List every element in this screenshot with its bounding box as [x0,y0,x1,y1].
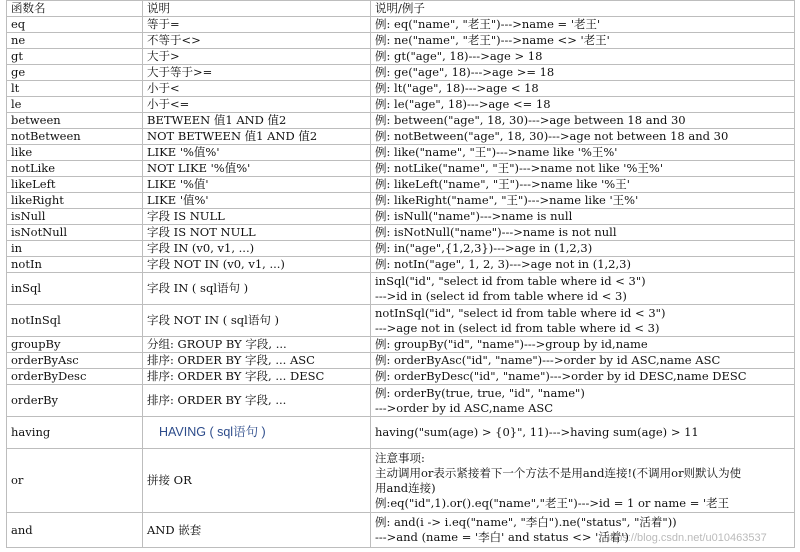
example-cell [371,145,795,161]
function-name-cell: notIn [7,257,143,273]
function-name-cell: groupBy [7,337,143,353]
example-line: 例: eq("name", "老王")--->name = '老王' [375,17,601,31]
having-description: HAVING ( sql语句 ) [159,425,266,439]
function-name-cell: isNotNull [7,225,143,241]
example-line: 例: ge("age", 18)--->age >= 18 [375,65,555,79]
table-row [7,177,795,193]
description-cell: 字段 NOT IN (v0, v1, ...) [143,257,371,273]
function-name-cell: le [7,97,143,113]
table-row [7,97,795,113]
description-cell: 小于< [143,81,371,97]
table-row [7,225,795,241]
example-line: 例: ne("name", "老王")--->name <> '老王' [375,33,610,47]
table-row [7,273,795,305]
example-line: 例: groupBy("id", "name")--->group by id,name [375,337,648,351]
example-cell [371,177,795,193]
example-line: --->order by id ASC,name ASC [375,400,554,415]
example-line: 例: between("age", 18, 30)--->age between 18 and 30 [375,113,686,127]
function-name-cell: likeRight [7,193,143,209]
example-line: 例: isNull("name")--->name is null [375,209,573,223]
description-cell: 字段 IN (v0, v1, ...) [143,241,371,257]
table-row [7,353,795,369]
function-name-cell: like [7,145,143,161]
example-line: 用and连接) [375,480,436,495]
description-cell: LIKE '%值%' [143,145,371,161]
table-row [7,193,795,209]
function-name-cell: notLike [7,161,143,177]
function-name-cell: orderByAsc [7,353,143,369]
example-cell [371,129,795,145]
description-cell [143,417,371,449]
table-row [7,49,795,65]
example-line: 例: notLike("name", "王")--->name not like '%王%' [375,161,663,175]
example-line: 例: likeLeft("name", "王")--->name like '%王' [375,177,630,191]
table-row [7,241,795,257]
example-line: --->and (name = '李白' and status <> '活着') [375,530,629,544]
example-line: 例: like("name", "王")--->name like '%王%' [375,145,618,159]
header-function-name: 函数名 [7,1,143,17]
example-cell [371,49,795,65]
function-name-cell: eq [7,17,143,33]
description-cell: LIKE '%值' [143,177,371,193]
example-line: 例: lt("age", 18)--->age < 18 [375,81,539,95]
table-row [7,17,795,33]
example-line: 例: in("age",{1,2,3})--->age in (1,2,3) [375,241,593,255]
example-line: notInSql("id", "select id from table where id < 3") [375,305,666,320]
description-cell: NOT BETWEEN 值1 AND 值2 [143,129,371,145]
example-line: having("sum(age) > {0}", 11)--->having sum(age) > 11 [375,425,699,439]
example-line: 例:eq("id",1).or().eq("name","老王")--->id = 1 or name = '老王 [375,495,730,510]
example-line: 例: orderByAsc("id", "name")--->order by id ASC,name ASC [375,353,721,367]
function-table [6,0,795,548]
example-cell [371,385,795,417]
example-line: 主动调用or表示紧接着下一个方法不是用and连接!(不调用or则默认为使 [375,465,742,480]
example-line: 例: orderByDesc("id", "name")--->order by id DESC,name DESC [375,369,747,383]
example-line: 例: likeRight("name", "王")--->name like '王%' [375,193,639,207]
example-cell [371,305,795,337]
table-row [7,417,795,449]
table-row [7,449,795,513]
description-cell: BETWEEN 值1 AND 值2 [143,113,371,129]
function-name-cell: isNull [7,209,143,225]
description-cell: 排序: ORDER BY 字段, ... ASC [143,353,371,369]
description-cell: 小于<= [143,97,371,113]
header-description: 说明 [143,1,371,17]
example-cell [371,225,795,241]
example-line: --->age not in (select id from table where id < 3) [375,320,660,335]
example-cell [371,353,795,369]
table-row [7,209,795,225]
example-cell [371,257,795,273]
example-cell [371,209,795,225]
description-cell: AND 嵌套 [143,513,371,548]
description-cell: 拼接 OR [143,449,371,513]
function-name-cell: orderBy [7,385,143,417]
example-line: inSql("id", "select id from table where id < 3") [375,273,646,288]
function-name-cell: in [7,241,143,257]
example-cell [371,33,795,49]
description-cell: 字段 IS NULL [143,209,371,225]
table-row [7,257,795,273]
table-row [7,81,795,97]
table-row [7,145,795,161]
example-cell [371,65,795,81]
example-cell [371,113,795,129]
function-name-cell: ge [7,65,143,81]
function-name-cell: lt [7,81,143,97]
example-cell [371,369,795,385]
table-row [7,385,795,417]
table-row [7,305,795,337]
example-line: 例: le("age", 18)--->age <= 18 [375,97,551,111]
table-header-row [7,1,795,17]
description-cell: 排序: ORDER BY 字段, ... DESC [143,369,371,385]
function-name-cell: having [7,417,143,449]
function-name-cell: gt [7,49,143,65]
table-row [7,369,795,385]
description-cell: 排序: ORDER BY 字段, ... [143,385,371,417]
example-line: --->id in (select id from table where id < 3) [375,288,627,303]
table-row [7,113,795,129]
function-name-cell: between [7,113,143,129]
example-line: 例: notIn("age", 1, 2, 3)--->age not in (1,2,3) [375,257,631,271]
table-row [7,129,795,145]
function-name-cell: likeLeft [7,177,143,193]
description-cell: LIKE '值%' [143,193,371,209]
function-name-cell: notBetween [7,129,143,145]
example-cell [371,17,795,33]
function-name-cell: notInSql [7,305,143,337]
description-cell: 大于等于>= [143,65,371,81]
description-cell: 字段 NOT IN ( sql语句 ) [143,305,371,337]
function-name-cell: ne [7,33,143,49]
example-cell [371,417,795,449]
example-line: 例: isNotNull("name")--->name is not null [375,225,617,239]
description-cell: 不等于<> [143,33,371,49]
table-row [7,33,795,49]
example-line: 例: and(i -> i.eq("name", "李白").ne("status", "活着")) [375,515,677,529]
description-cell: 字段 IS NOT NULL [143,225,371,241]
example-cell [371,513,795,548]
function-name-cell: inSql [7,273,143,305]
function-name-cell: orderByDesc [7,369,143,385]
description-cell: NOT LIKE '%值%' [143,161,371,177]
description-cell: 分组: GROUP BY 字段, ... [143,337,371,353]
example-cell [371,273,795,305]
table-row [7,337,795,353]
example-line: 例: notBetween("age", 18, 30)--->age not between 18 and 30 [375,129,729,143]
example-line: 注意事项: [375,450,425,465]
description-cell: 字段 IN ( sql语句 ) [143,273,371,305]
example-cell [371,241,795,257]
description-cell: 大于> [143,49,371,65]
example-line: 例: orderBy(true, true, "id", "name") [375,385,585,400]
example-cell [371,161,795,177]
table-row [7,513,795,548]
example-cell [371,193,795,209]
example-cell [371,81,795,97]
example-cell [371,97,795,113]
description-cell: 等于= [143,17,371,33]
table-row [7,161,795,177]
function-name-cell: or [7,449,143,513]
function-name-cell: and [7,513,143,548]
table-row [7,65,795,81]
header-example: 说明/例子 [371,1,795,17]
example-line: 例: gt("age", 18)--->age > 18 [375,49,543,63]
example-cell [371,449,795,513]
watermark-text: https://blog.csdn.net/u010463537 [604,532,767,544]
example-cell [371,337,795,353]
